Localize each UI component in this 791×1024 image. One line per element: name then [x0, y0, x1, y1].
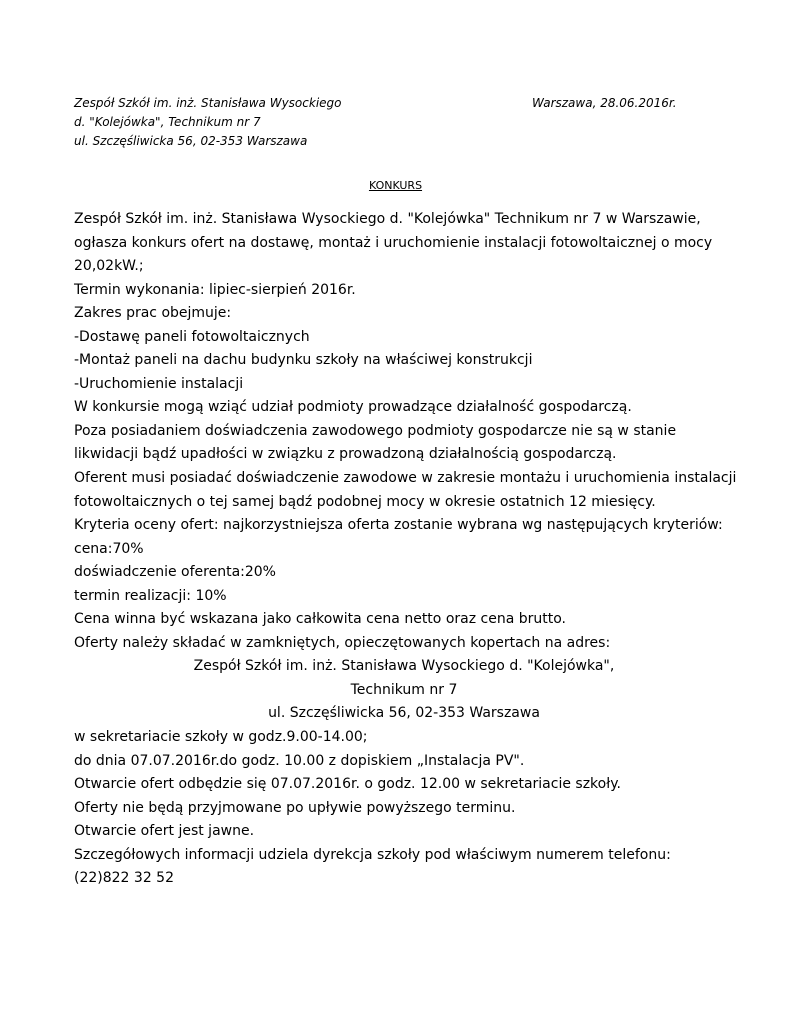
document-body — [74, 208, 737, 891]
body-line: ogłasza konkurs ofert na dostawę, montaż i uruchomienie instalacji fotowoltaicznej o mocy — [74, 234, 713, 251]
closing-line: w sekretariacie szkoły w godz.9.00-14.00; — [74, 729, 368, 746]
closing-line: Otwarcie ofert odbędzie się 07.07.2016r. o godz. 12.00 w sekretariacie szkoły. — [74, 776, 621, 793]
body-line: cena:70% — [74, 540, 144, 557]
school-alias: d. "Kolejówka", Technikum nr 7 — [74, 115, 261, 129]
body-line: Zakres prac obejmuje: — [74, 305, 232, 322]
body-line: Oferent musi posiadać doświadczenie zawodowe w zakresie montażu i uruchomienia instalacji — [74, 470, 737, 487]
body-line: doświadczenie oferenta:20% — [74, 564, 276, 581]
closing-line: Szczegółowych informacji udziela dyrekcja szkoły pod właściwym numerem telefonu: — [74, 846, 671, 863]
body-line: Cena winna być wskazana jako całkowita cena netto oraz cena brutto. — [74, 611, 566, 628]
body-line: Kryteria oceny ofert: najkorzystniejsza oferta zostanie wybrana wg następujących kryteriów: — [74, 517, 723, 534]
body-line: termin realizacji: 10% — [74, 587, 227, 604]
address-line: Technikum nr 7 — [350, 681, 458, 698]
school-address: ul. Szczęśliwicka 56, 02-353 Warszawa — [74, 134, 308, 148]
address-line: Zespół Szkół im. inż. Stanisława Wysockiego d. "Kolejówka", — [193, 658, 615, 675]
body-line: likwidacji bądź upadłości w związku z prowadzoną działalnością gospodarczą. — [74, 446, 617, 463]
body-line: Zespół Szkół im. inż. Stanisława Wysockiego d. "Kolejówka" Technikum nr 7 w Warszawie, — [74, 211, 701, 227]
body-line: -Montaż paneli na dachu budynku szkoły na właściwej konstrukcji — [74, 352, 533, 369]
body-line: W konkursie mogą wziąć udział podmioty prowadzące działalność gospodarczą. — [74, 399, 632, 416]
body-line: Poza posiadaniem doświadczenia zawodowego podmioty gospodarcze nie są w stanie — [74, 422, 677, 439]
body-line: Oferty należy składać w zamkniętych, opieczętowanych kopertach na adres: — [74, 634, 611, 651]
address-line: ul. Szczęśliwicka 56, 02-353 Warszawa — [268, 705, 540, 722]
body-line: -Dostawę paneli fotowoltaicznych — [74, 328, 310, 345]
place-date: Warszawa, 28.06.2016r. — [532, 96, 677, 110]
closing-line: Oferty nie będą przyjmowane po upływie powyższego terminu. — [74, 799, 516, 816]
closing-line: Otwarcie ofert jest jawne. — [74, 823, 255, 840]
body-line: fotowoltaicznych o tej samej bądź podobnej mocy w okresie ostatnich 12 miesięcy. — [74, 493, 656, 510]
body-line: 20,02kW.; — [74, 258, 144, 275]
school-name: Zespół Szkół im. inż. Stanisława Wysockiego — [74, 96, 342, 110]
phone-number: (22)822 32 52 — [74, 870, 174, 887]
sender-header — [74, 94, 342, 151]
document-title: KONKURS — [368, 179, 423, 192]
body-line: -Uruchomienie instalacji — [74, 375, 244, 392]
closing-line: do dnia 07.07.2016r.do godz. 10.00 z dopiskiem „Instalacja PV". — [74, 752, 525, 769]
body-line: Termin wykonania: lipiec-sierpień 2016r. — [74, 281, 356, 298]
